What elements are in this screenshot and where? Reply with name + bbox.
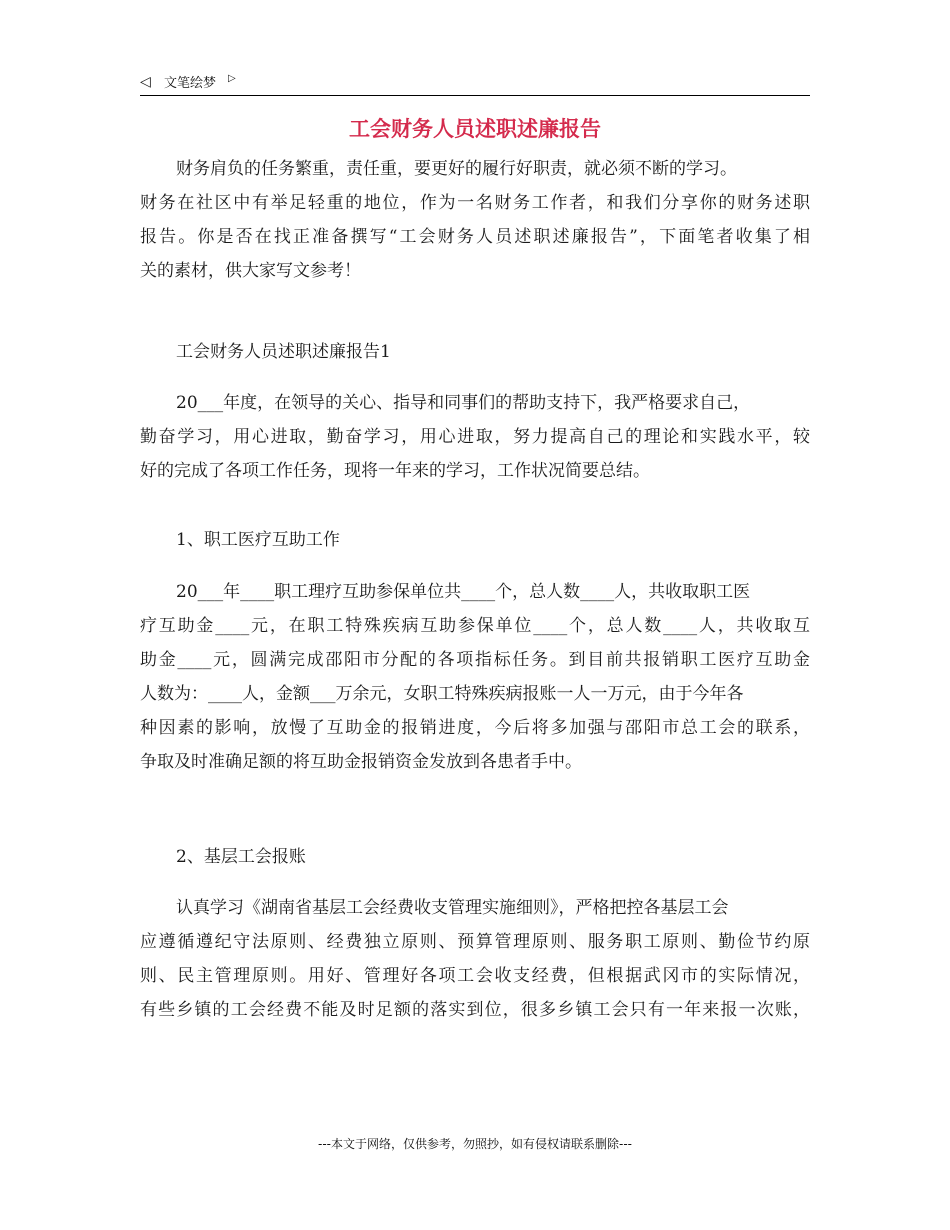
section2-heading: 2、基层工会报账: [176, 847, 306, 867]
summary-line: 好的完成了各项工作任务，现将一年来的学习，工作状况简要总结。: [140, 461, 650, 481]
intro-line: 财务肩负的任务繁重，责任重，要更好的履行好职责，就必须不断的学习。: [176, 159, 737, 179]
intro-line: 关的素材，供大家写文参考！: [140, 261, 361, 281]
section1-paragraph: [140, 575, 810, 779]
document-title: 工会财务人员述职述廉报告: [349, 117, 601, 141]
section2-line: 有些乡镇的工会经费不能及时足额的落实到位，很多乡镇工会只有一年来报一次账，: [140, 1000, 810, 1020]
summary-line: 20___年度，在领导的关心、指导和同事们的帮助支持下，我严格要求自己，: [176, 393, 751, 413]
section2-line: 应遵循遵纪守法原则、经费独立原则、预算管理原则、服务职工原则、勤俭节约原: [140, 932, 810, 952]
intro-paragraph: [140, 152, 810, 288]
intro-line: 财务在社区中有举足轻重的地位，作为一名财务工作者，和我们分享你的财务述职: [140, 193, 810, 213]
section1-heading: 1、职工医疗互助工作: [176, 530, 340, 550]
summary-paragraph: [140, 386, 810, 488]
report-heading: 工会财务人员述职述廉报告1: [176, 342, 391, 362]
section1-line: 人数为：____人，金额___万余元，女职工特殊疾病报账一人一万元，由于今年各: [140, 684, 744, 704]
section2-paragraph: [140, 891, 810, 1027]
section2-line: 则、民主管理原则。用好、管理好各项工会收支经费，但根据武冈市的实际情况，: [140, 966, 810, 986]
section1-line: 争取及时准确足额的将互助金报销资金发放到各患者手中。: [140, 752, 582, 772]
intro-line: 报告。你是否在找正准备撰写“工会财务人员述职述廉报告”，下面笔者收集了相: [140, 227, 810, 247]
section2-line: 认真学习《湖南省基层工会经费收支管理实施细则》，严格把控各基层工会: [176, 898, 729, 918]
triangle-left-icon: ◁: [140, 74, 151, 90]
page-footer: ---本文于网络，仅供参考，勿照抄，如有侵权请联系删除---: [318, 1137, 632, 1151]
header-brand: 文笔绘梦: [164, 76, 217, 91]
section1-line: 20___年____职工理疗互助参保单位共____个，总人数____人，共收取职工医: [176, 582, 751, 602]
section1-line: 种因素的影响，放慢了互助金的报销进度，今后将多加强与邵阳市总工会的联系，: [140, 718, 810, 738]
page-header: [140, 72, 810, 94]
triangle-right-icon: ▷: [228, 73, 236, 84]
summary-line: 勤奋学习，用心进取，勤奋学习，用心进取，努力提高自己的理论和实践水平，较: [140, 427, 810, 447]
header-rule: [140, 95, 810, 96]
section1-line: 疗互助金____元，在职工特殊疾病互助参保单位____个，总人数____人，共收取互: [140, 616, 810, 636]
section1-line: 助金____元，圆满完成邵阳市分配的各项指标任务。到目前共报销职工医疗互助金: [140, 650, 810, 670]
